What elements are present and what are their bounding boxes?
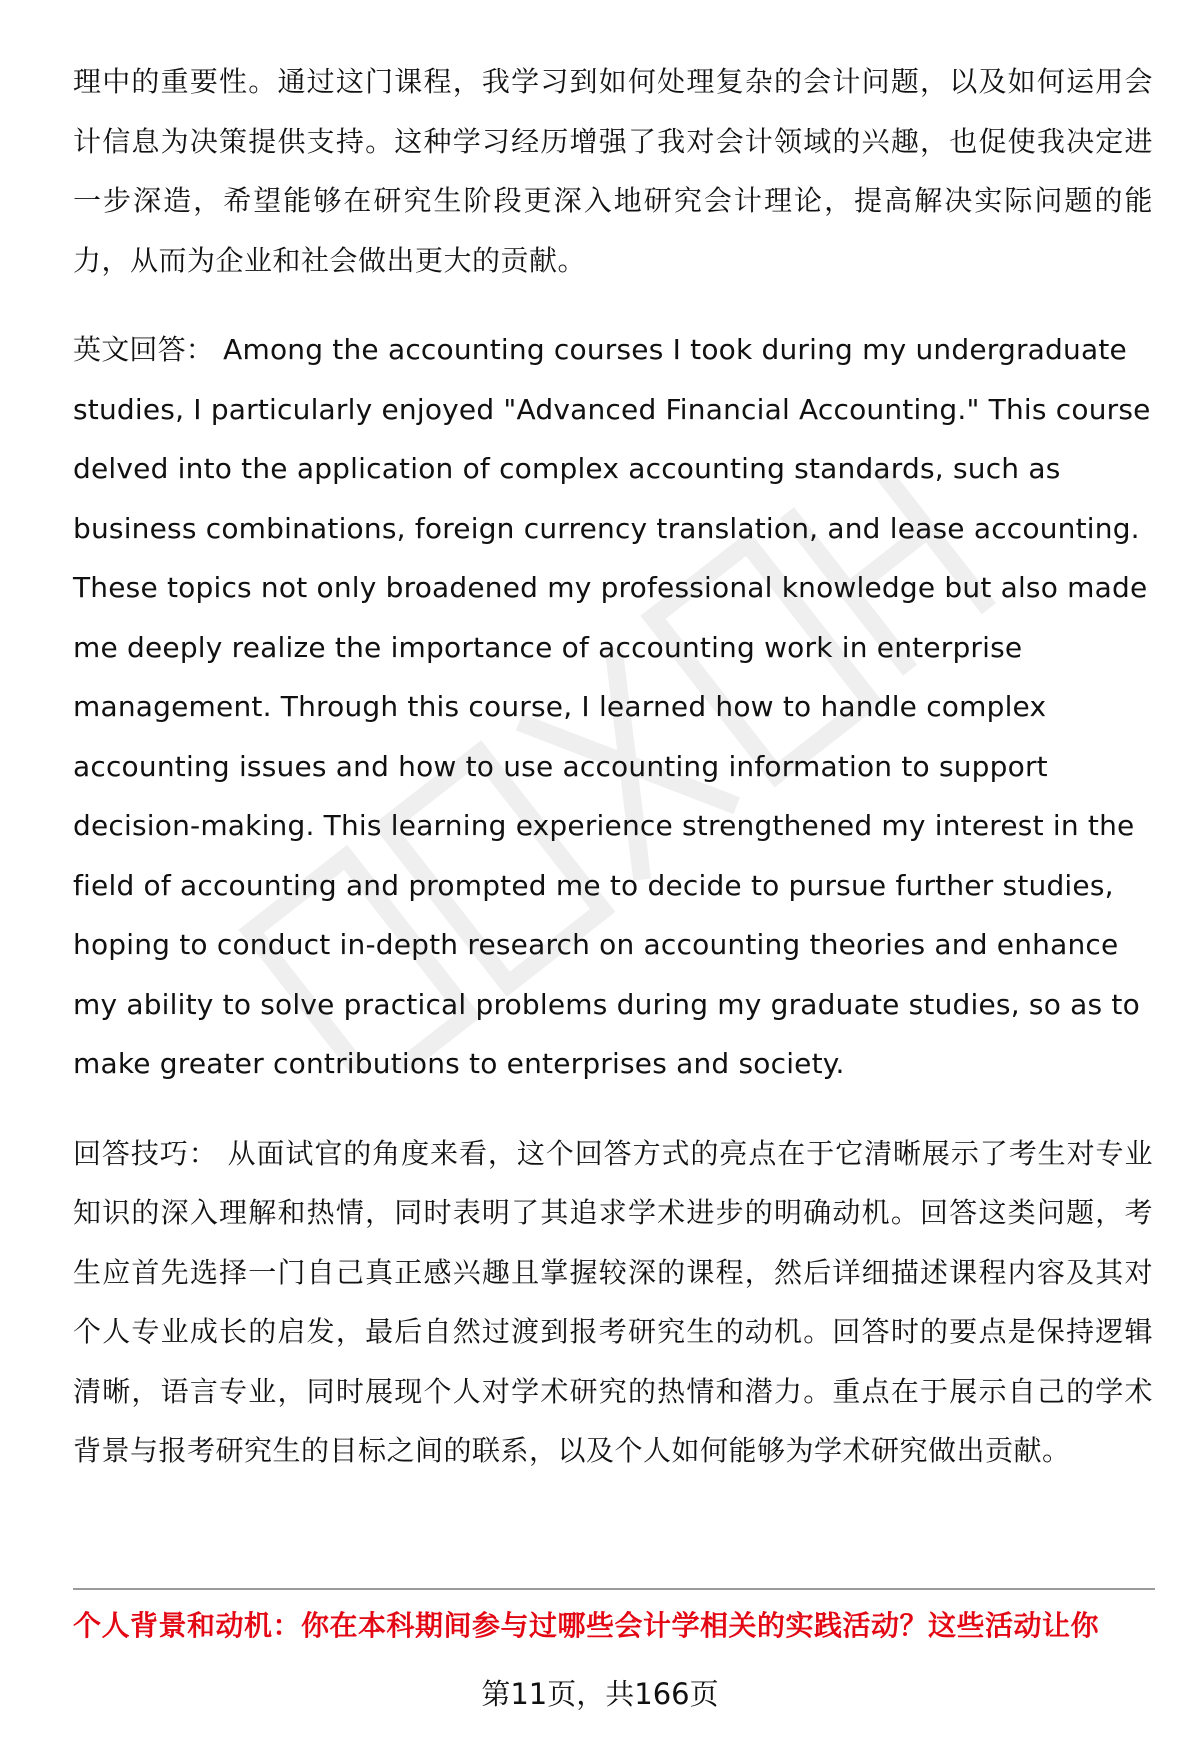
answer-tips-text: 从面试官的角度来看，这个回答方式的亮点在于它清晰展示了考生对专业知识的深入理解和热情，同时表明了其追求学术进步的明确动机。回答这类问题，考生应首先选择一门自己真正感兴趣且掌握较深的课程，然后详细描述课程内容及其对个人专业成长的启发，最后自然过渡到报考研究生的动机。回答时的要点是保持逻辑清晰，语言专业，同时展现个人对学术研究的热情和潜力。重点在于展示自己的学术背景与报考研究生的目标之间的联系，以及个人如何能够为学术研究做出贡献。: [73, 1136, 1153, 1467]
answer-tips-paragraph: [73, 1124, 1153, 1481]
answer-tips-label: 回答技巧：: [73, 1136, 218, 1170]
chinese-answer-paragraph: 理中的重要性。通过这门课程，我学习到如何处理复杂的会计问题，以及如何运用会计信息为决策提供支持。这种学习经历增强了我对会计领域的兴趣，也促使我决定进一步深造，希望能够在研究生阶段更深入地研究会计理论，提高解决实际问题的能力，从而为企业和社会做出更大的贡献。: [73, 65, 1153, 277]
next-question-heading: 个人背景和动机：你在本科期间参与过哪些会计学相关的实践活动？这些活动让你: [73, 1609, 1100, 1642]
english-answer-paragraph: [73, 320, 1153, 1094]
english-answer-text: Among the accounting courses I took during my undergraduate studies, I particularly enjoyed "Advanced Financial Accounting." This course delved into the application of complex accounting standards, such as business combinations, foreign currency translation, and lease accounting. These topics not only broadened my professional knowledge but also made me deeply realize the importance of accounting work in enterprise management. Through this course, I learned how to handle complex accounting issues and how to use accounting information to support decision-making. This learning experience strengthened my interest in the field of accounting and prompted me to decide to pursue further studies, hoping to conduct in-depth research on accounting theories and enhance my ability to solve practical problems during my graduate studies, so as to make greater contributions to enterprises and society.: [73, 333, 1151, 1080]
document-body: [73, 52, 1153, 1481]
page-number-footer: 第11页，共166页: [481, 1677, 719, 1711]
section-divider: [73, 1588, 1155, 1590]
english-answer-label: 英文回答：: [73, 333, 215, 366]
